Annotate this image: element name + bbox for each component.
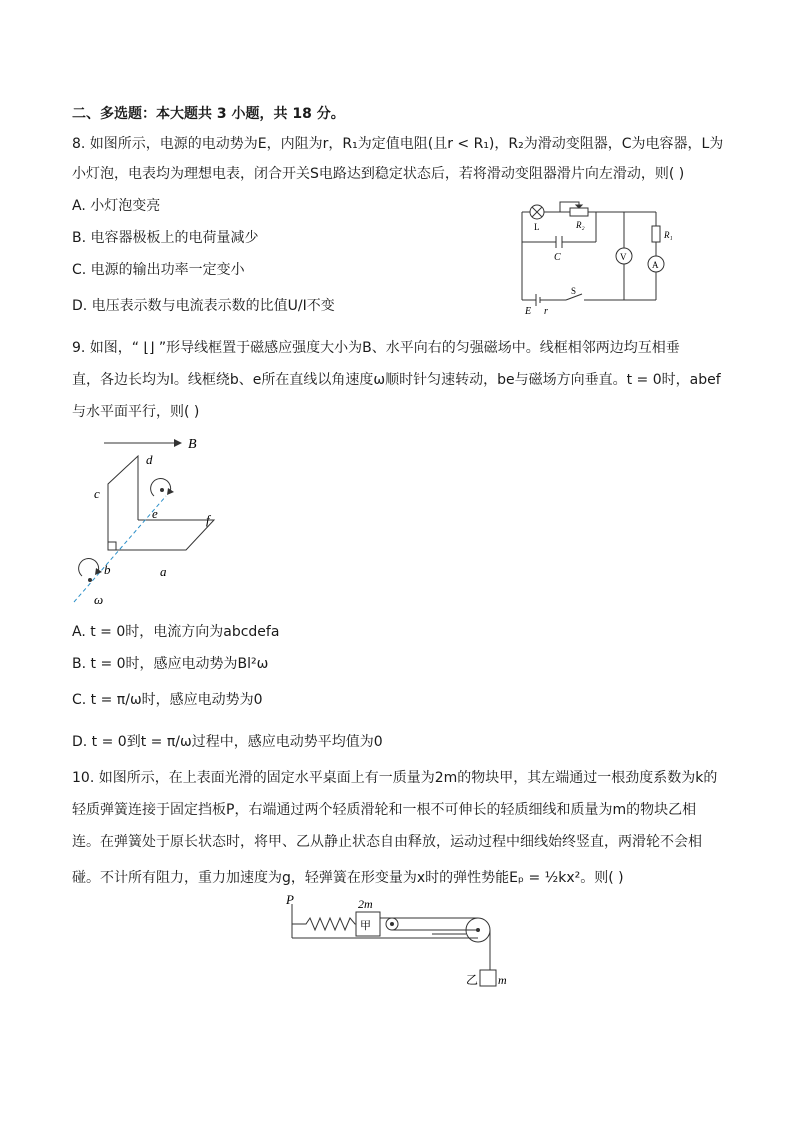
r2-label: R₂	[576, 220, 585, 230]
q9-option-b[interactable]: B. t = 0时，感应电动势为Bl²ω	[72, 656, 269, 672]
ammeter-label: A	[652, 260, 659, 270]
q10-stem-line-4: 碰。不计所有阻力，重力加速度为g，轻弹簧在形变量为x时的弹性势能Eₚ = ½kx²。则( )	[72, 870, 624, 886]
switch-label: S	[571, 286, 577, 296]
block-yi-label: 乙	[466, 973, 479, 987]
q9-stem-line-1: 9. 如图，“ ⌊⌋ ”形导线框置于磁感应强度大小为B、水平向右的匀强磁场中。线框相邻两边均互相垂	[72, 340, 680, 356]
section-header: 二、多选题：本大题共 3 小题，共 18 分。	[72, 106, 345, 122]
q8-stem-line-1: 8. 如图所示，电源的电动势为E，内阻为r，R₁为定值电阻(且r < R₁)，R₂为滑动变阻器，C为电容器，L为	[72, 136, 724, 152]
capacitor-label: C	[554, 252, 561, 263]
q9-frame-diagram	[66, 434, 236, 610]
q9-stem-line-2: 直，各边长均为l。线框绕b、e所在直线以角速度ω顺时针匀速转动，be与磁场方向垂直。t = 0时，abef	[72, 372, 721, 388]
field-b-label: B	[188, 437, 197, 452]
vertex-a-label: a	[160, 564, 167, 579]
q9-option-d[interactable]: D. t = 0到t = π/ω过程中，感应电动势平均值为0	[72, 734, 383, 750]
q10-stem-line-1: 10. 如图所示，在上表面光滑的固定水平桌面上有一质量为2m的物块甲，其左端通过一根劲度系数为k的	[72, 770, 718, 786]
q9-option-a[interactable]: A. t = 0时，电流方向为abcdefa	[72, 624, 280, 640]
vertex-e-label: e	[152, 506, 158, 521]
wall-p-label: P	[286, 894, 294, 907]
q8-option-d[interactable]: D. 电压表示数与电流表示数的比值U/I不变	[72, 298, 335, 314]
q10-stem-line-3: 连。在弹簧处于原长状态时，将甲、乙从静止状态自由释放，运动过程中细线始终竖直，两滑轮不会相	[72, 834, 702, 850]
emf-label: E	[525, 306, 532, 317]
q8-option-b[interactable]: B. 电容器极板上的电荷量减少	[72, 230, 259, 246]
r1-label: R₁	[664, 230, 673, 240]
q8-stem-line-2: 小灯泡，电表均为理想电表，闭合开关S电路达到稳定状态后，若将滑动变阻器滑片向左滑动，则( )	[72, 166, 685, 182]
q9-stem-line-3: 与水平面平行，则( )	[72, 404, 200, 420]
q10-stem-line-2: 轻质弹簧连接于固定挡板P，右端通过两个轻质滑轮和一根不可伸长的轻质细线和质量为m的物块乙相	[72, 802, 697, 818]
vertex-b-label: b	[104, 562, 111, 577]
q8-option-a[interactable]: A. 小灯泡变亮	[72, 198, 161, 214]
lamp-label: L	[534, 222, 540, 232]
omega-label: ω	[94, 592, 104, 607]
block-jia-label: 甲	[360, 920, 371, 932]
voltmeter-label: V	[620, 252, 627, 262]
vertex-f-label: f	[206, 512, 210, 527]
vertex-d-label: d	[146, 452, 153, 467]
block-yi-mass-label: m	[498, 973, 507, 987]
vertex-c-label: c	[94, 486, 100, 501]
q10-pulley-diagram	[282, 894, 512, 994]
q9-option-c[interactable]: C. t = π/ω时，感应电动势为0	[72, 692, 263, 708]
internal-r-label: r	[544, 306, 548, 317]
q8-option-c[interactable]: C. 电源的输出功率一定变小	[72, 262, 245, 278]
q8-circuit-diagram	[512, 198, 692, 318]
block-jia-mass-label: 2m	[358, 897, 373, 911]
